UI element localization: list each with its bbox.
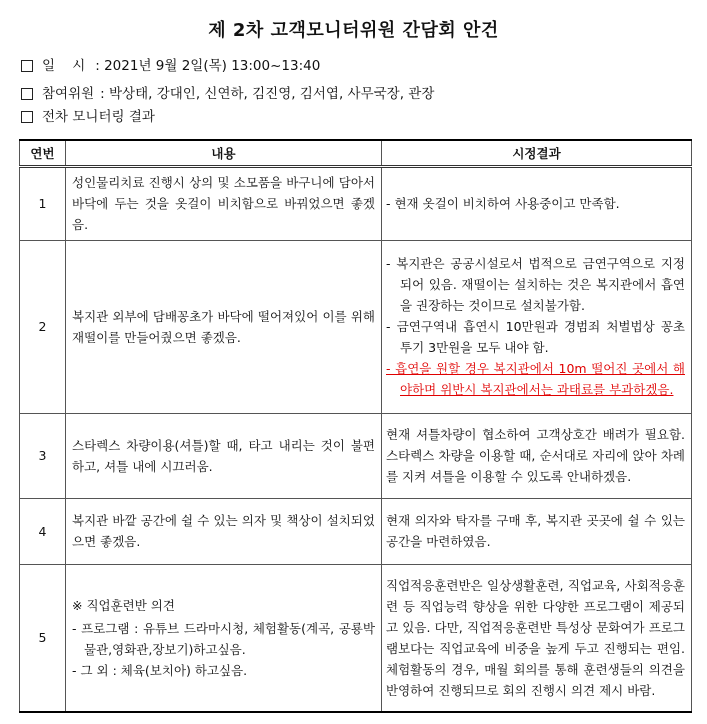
col-header-no: 연번 bbox=[20, 140, 66, 166]
content-item: - 프로그램 : 유튜브 드라마시청, 체험활동(계곡, 공룡박물관,영화관,장보기)하고싶음. bbox=[72, 620, 375, 657]
table-row bbox=[20, 240, 692, 413]
date-label: 일 시 bbox=[42, 58, 86, 74]
row-content: 스타렉스 차량이용(셔틀)할 때, 타고 내리는 것이 불편하고, 셔틀 내에 시끄러움. bbox=[66, 413, 382, 498]
checkbox-icon bbox=[21, 111, 33, 123]
table-row bbox=[20, 564, 692, 712]
table-row bbox=[20, 166, 692, 240]
agenda-table bbox=[19, 139, 692, 713]
row-number: 5 bbox=[20, 564, 66, 712]
page-title: 제 2차 고객모니터위원 간담회 안건 bbox=[208, 20, 499, 41]
date-value: : 2021년 9월 2일(목) 13:00~13:40 bbox=[95, 58, 321, 74]
col-header-content: 내용 bbox=[66, 140, 382, 166]
row-number: 1 bbox=[20, 166, 66, 240]
table-header-row bbox=[20, 140, 692, 166]
row-content: 성인물리치료 진행시 상의 및 소모품을 바구니에 담아서 바닥에 두는 것을 옷걸이 비치함으로 바꿔었으면 좋겠음. bbox=[66, 166, 382, 240]
row-number: 3 bbox=[20, 413, 66, 498]
content-note-head: ※ 직업훈련반 의견 bbox=[72, 597, 175, 613]
row-content: 복지관 바깥 공간에 쉴 수 있는 의자 및 책상이 설치되었으면 좋겠음. bbox=[66, 498, 382, 564]
table-row bbox=[20, 498, 692, 564]
row-result: - 현재 옷걸이 비치하여 사용중이고 만족함. bbox=[382, 166, 692, 240]
row-result: 현재 셔틀차량이 협소하여 고객상호간 배려가 필요함. 스타렉스 차량을 이용할 때, 순서대로 자리에 앉아 차례를 지켜 셔틀을 이용할 수 있도록 안내하겠음. bbox=[382, 413, 692, 498]
col-header-result: 시정결과 bbox=[382, 140, 692, 166]
attendees-label: 참여위원 bbox=[42, 86, 95, 102]
row-number: 2 bbox=[20, 240, 66, 413]
checkbox-icon bbox=[21, 88, 33, 100]
attendees-value: : 박상태, 강대인, 신연하, 김진영, 김서엽, 사무국장, 관장 bbox=[100, 86, 435, 102]
date-line bbox=[21, 56, 320, 76]
checkbox-icon bbox=[21, 60, 33, 72]
result-item: - 복지관은 공공시설로서 법적으로 금연구역으로 지정되어 있음. 재떨이는 설치하는 것은 복지관에서 흡연을 권장하는 것이므로 설치불가함. bbox=[386, 256, 685, 313]
table-row bbox=[20, 413, 692, 498]
previous-line bbox=[21, 107, 155, 127]
row-result bbox=[382, 240, 692, 413]
row-content: 복지관 외부에 담배꽁초가 바닥에 떨어져있어 이를 위해 재떨이를 만들어줬으면 좋겠음. bbox=[66, 240, 382, 413]
row-result: 직업적응훈련반은 일상생활훈련, 직업교육, 사회적응훈련 등 직업능력 향상을 위한 다양한 프로그램이 제공되고 있음. 다만, 직업적응훈련반 특성상 문화여가 프로그램보다는 직업교육에 비중을 높게 두고 진행되는 편임. 체험활동의 경우, 매월 회의를 통해 훈련생들의 의견을 반영하여 진행되므로 회의 진행시 의견 제시 바람. bbox=[382, 564, 692, 712]
row-content bbox=[66, 564, 382, 712]
result-item: - 금연구역내 흡연시 10만원과 경범죄 처벌법상 꽁초 투기 3만원을 모두 내야 함. bbox=[386, 319, 685, 355]
row-number: 4 bbox=[20, 498, 66, 564]
attendees-line bbox=[21, 84, 434, 104]
previous-label: 전차 모니터링 결과 bbox=[42, 109, 155, 125]
result-item-highlight: - 흡연을 원할 경우 복지관에서 10m 떨어진 곳에서 해야하며 위반시 복지관에서는 과태료를 부과하겠음. bbox=[386, 361, 685, 397]
row-result: 현재 의자와 탁자를 구매 후, 복지관 곳곳에 쉴 수 있는 공간을 마련하였음. bbox=[382, 498, 692, 564]
content-item: - 그 외 : 체육(보치아) 하고싶음. bbox=[72, 662, 248, 678]
